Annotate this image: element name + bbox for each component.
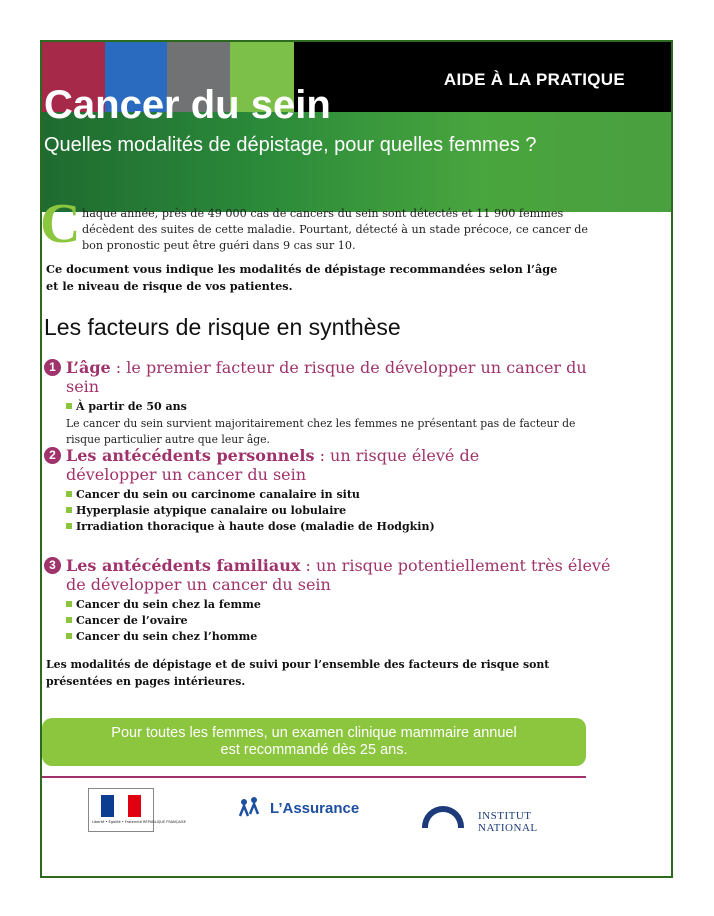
- factor-items: [66, 399, 604, 415]
- square-bullet-icon: [66, 617, 72, 623]
- factor-title: [44, 556, 626, 594]
- factor-description: : un risque potentiellement très élevé de développer un cancer du sein: [66, 556, 611, 594]
- factor-title: [44, 446, 566, 484]
- square-bullet-icon: [66, 403, 72, 409]
- list-item: Cancer du sein ou carcinome canalaire in situ: [66, 487, 604, 503]
- risk-factor-age: [44, 358, 604, 448]
- intro-dropcap: C: [40, 193, 81, 255]
- risk-factor-family: [44, 556, 611, 645]
- factor-note: Le cancer du sein survient majoritairement chez les femmes ne présentant pas de facteur de risque particulier autre que leur âge.: [66, 417, 576, 446]
- square-bullet-icon: [66, 523, 72, 529]
- banner-line-1: Pour toutes les femmes, un examen clinique mammaire annuel: [111, 725, 517, 741]
- header-kicker: AIDE À LA PRATIQUE: [443, 70, 625, 89]
- factor-name: Les antécédents familiaux: [66, 556, 301, 575]
- intro-bold-paragraph: Ce document vous indique les modalités de dépistage recommandées selon l’âge et le niveau de risque de vos patientes.: [46, 262, 558, 293]
- page-subtitle: Quelles modalités de dépistage, pour quelles femmes ?: [44, 134, 537, 156]
- square-bullet-icon: [66, 491, 72, 497]
- factor-name: Les antécédents personnels: [66, 446, 315, 465]
- factor-name: L’âge: [66, 358, 111, 377]
- list-item: Cancer du sein chez la femme: [66, 597, 604, 613]
- factor-description: : un risque élevé de développer un cancer du sein: [66, 446, 480, 484]
- intro-paragraph: haque année, près de 49 000 cas de cancers du sein sont détectés et 11 900 femmes décèdent des suites de cette maladie. Pourtant, détecté à un stade précoce, ce cancer de bon pronostic peut être guéri dans 9 cas sur 10.: [82, 207, 589, 252]
- factor-items: [66, 597, 604, 645]
- list-item: Hyperplasie atypique canalaire ou lobulaire: [66, 503, 604, 519]
- square-bullet-icon: [66, 601, 72, 607]
- banner-line-2: est recommandé dès 25 ans.: [220, 742, 408, 758]
- republique-francaise-logo: [88, 788, 186, 832]
- number-badge-icon: 2: [44, 447, 61, 464]
- assurance-maladie-logo: L’Assurance: [270, 800, 360, 817]
- factor-description: : le premier facteur de risque de développer un cancer du sein: [66, 358, 587, 396]
- french-flag-icon: [101, 795, 141, 817]
- factor-items: [66, 487, 604, 535]
- factor-title: [44, 358, 604, 396]
- list-item: Cancer du sein chez l’homme: [66, 629, 604, 645]
- number-badge-icon: 3: [44, 557, 61, 574]
- list-item: À partir de 50 ans: [66, 399, 604, 415]
- institut-logo-text: INSTITUT NATIONAL: [478, 810, 538, 834]
- recommendation-banner: [42, 718, 586, 766]
- square-bullet-icon: [66, 507, 72, 513]
- section-heading: Les facteurs de risque en synthèse: [44, 314, 401, 340]
- list-item: Cancer de l’ovaire: [66, 613, 604, 629]
- risk-factor-personal: [44, 446, 604, 535]
- list-item: Irradiation thoracique à haute dose (maladie de Hodgkin): [66, 519, 604, 535]
- closing-note: Les modalités de dépistage et de suivi pour l’ensemble des facteurs de risque sont présentées en pages intérieures.: [46, 658, 550, 688]
- square-bullet-icon: [66, 633, 72, 639]
- footer-divider: [42, 776, 586, 778]
- page-title: Cancer du sein: [44, 83, 331, 127]
- number-badge-icon: 1: [44, 359, 61, 376]
- republique-logo-text: Liberté • Égalité • Fraternité RÉPUBLIQUE FRANÇAISE: [92, 820, 186, 824]
